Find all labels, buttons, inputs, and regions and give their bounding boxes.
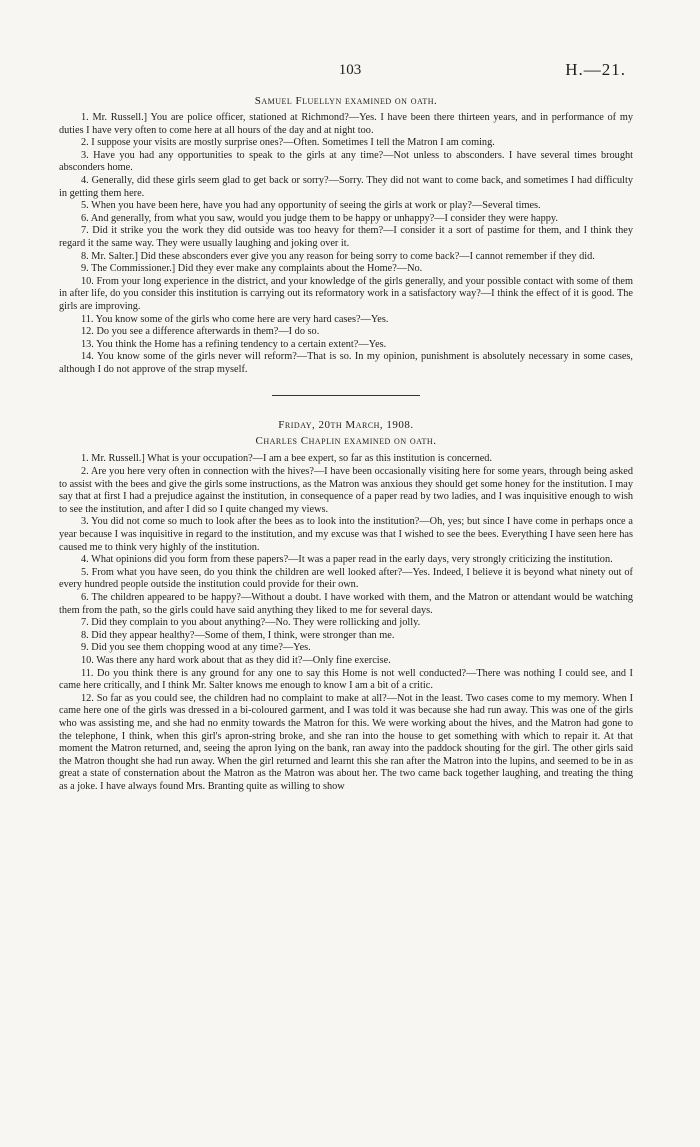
document-body [59,95,633,794]
question-paragraph: 11. Do you think there is any ground for any one to say this Home is not well conducted?—There was nothing I could see, and I came here critically, and I think Mr. Salter knows me enough to know I am a bit of a critic. [59,667,633,692]
series-code: H.—21. [565,60,626,79]
question-paragraph: 10. From your long experience in the district, and your knowledge of the girls generally, and your possible contact with some of them in after life, do you consider this institution is carrying out its reformatory work in a satisfactory way?—I think the effect of it is good. The girls are improving. [59,275,633,312]
question-paragraph: 4. Generally, did these girls seem glad to get back or sorry?—Sorry. They did not want to come back, and sometimes I had difficulty in getting them here. [59,174,633,199]
question-paragraph: 3. Have you had any opportunities to speak to the girls at any time?—Not unless to absconders. I have several times brought absconders home. [59,149,633,174]
question-paragraph: 10. Was there any hard work about that as they did it?—Only fine exercise. [81,654,391,666]
question-paragraph: 14. You know some of the girls never will reform?—That is so. In my opinion, punishment is absolutely necessary in some cases, although I do not approve of the strap myself. [59,351,633,375]
testimony-section-2 [59,453,633,793]
question-paragraph: 6. The children appeared to be happy?—Without a doubt. I have worked with them, and the Matron or attendant would be watching them from the path, so the girls could have said anything they liked to me for several days. [59,592,633,616]
witness-heading: Samuel Fluellyn examined on oath. [254,95,438,107]
question-paragraph: 2. Are you here very often in connection with the hives?—I have been occasionally visiting here for some years, through being asked to assist with the bees and give the girls some instructions, as the Matron was anxious they should get some honey for the institution. I may say that at first I had a prejudice against the institution, in consequence of a paper read by two ladies, and I was inquisitive enough to wish to see the institution, and after I did so I quite changed my views. [59,466,633,515]
question-paragraph: 12. Do you see a difference afterwards in them?—I do so. [81,326,320,338]
question-paragraph: 7. Did it strike you the work they did outside was too heavy for them?—I consider it a sort of pastime for them, and I think they regard it the same way. They were usually laughing and joking over it. [59,225,633,249]
question-paragraph: 8. Mr. Salter.] Did these absconders ever give you any reason for being sorry to come back?—I cannot remember if they did. [81,250,595,262]
question-paragraph: 12. So far as you could see, the children had no complaint to make at all?—Not in the least. Two cases come to my memory. When I came here one of the girls was dressed in a bi-coloured garment, and I was told it was because she had run away. This was one of the girls who was assisting me, and she had no enmity towards the Matron for this. We were working about the hives, and the Matron had gone to the telephone, I think, when this girl's apron-string broke, and she ran into the house to get something with which to repair it. At that moment the Matron returned, and, seeing the apron lying on the bank, ran away into the paddock shouting for the girl. The other girls said the Matron thought she had run away. When the girl returned and learnt this she ran after the Matron into the lupins, and seemed to be in as great a state of consternation about the Matron as the Matron was about her. The two came back together laughing, and treating the thing as a joke. I have always found Mrs. Branting quite as willing to show [59,692,633,792]
question-paragraph: 11. You know some of the girls who come here are very hard cases?—Yes. [81,313,389,325]
question-paragraph: 3. You did not come so much to look after the bees as to look into the institution?—Oh, yes; but since I have come in perhaps once a year because I was inquisitive in regard to the institution, and my excuse was that I wished to see the bees. Everything I have seen here has caused me to think very highly of the institution. [59,516,633,553]
page-number: 103 [338,62,362,78]
question-paragraph: 8. Did they appear healthy?—Some of them, I think, were stronger than me. [81,629,395,641]
question-paragraph: 13. You think the Home has a refining tendency to a certain extent?—Yes. [81,338,387,350]
question-paragraph: 5. From what you have seen, do you think the children are well looked after?—Yes. Indeed, I believe it is beyond what ninety out of every hundred people outside the institution could provide for their own. [59,566,633,591]
question-paragraph: 4. What opinions did you form from these papers?—It was a paper read in the early days, very strongly criticizing the institution. [81,554,613,566]
witness-heading: Charles Chaplin examined on oath. [255,435,437,448]
testimony-section-1 [59,112,633,376]
session-date: Friday, 20th March, 1908. [278,419,414,432]
question-paragraph: 7. Did they complain to you about anything?—No. They were rollicking and jolly. [81,617,421,629]
question-paragraph: 9. The Commissioner.] Did they ever make any complaints about the Home?—No. [81,263,423,275]
section-divider [272,395,420,396]
question-paragraph: 1. Mr. Russell.] What is your occupation?—I am a bee expert, so far as this institution is concerned. [81,453,493,465]
question-paragraph: 2. I suppose your visits are mostly surprise ones?—Often. Sometimes I tell the Matron I am coming. [81,137,495,149]
question-paragraph: 1. Mr. Russell.] You are police officer, stationed at Richmond?—Yes. I have been there thirteen years, and in performance of my duties I have very often to come here at all hours of the day and at night too. [59,112,633,136]
question-paragraph: 5. When you have been here, have you had any opportunity of seeing the girls at work or play?—Several times. [81,200,541,212]
question-paragraph: 6. And generally, from what you saw, would you judge them to be happy or unhappy?—I consider they were happy. [81,212,558,224]
question-paragraph: 9. Did you see them chopping wood at any time?—Yes. [81,642,311,654]
